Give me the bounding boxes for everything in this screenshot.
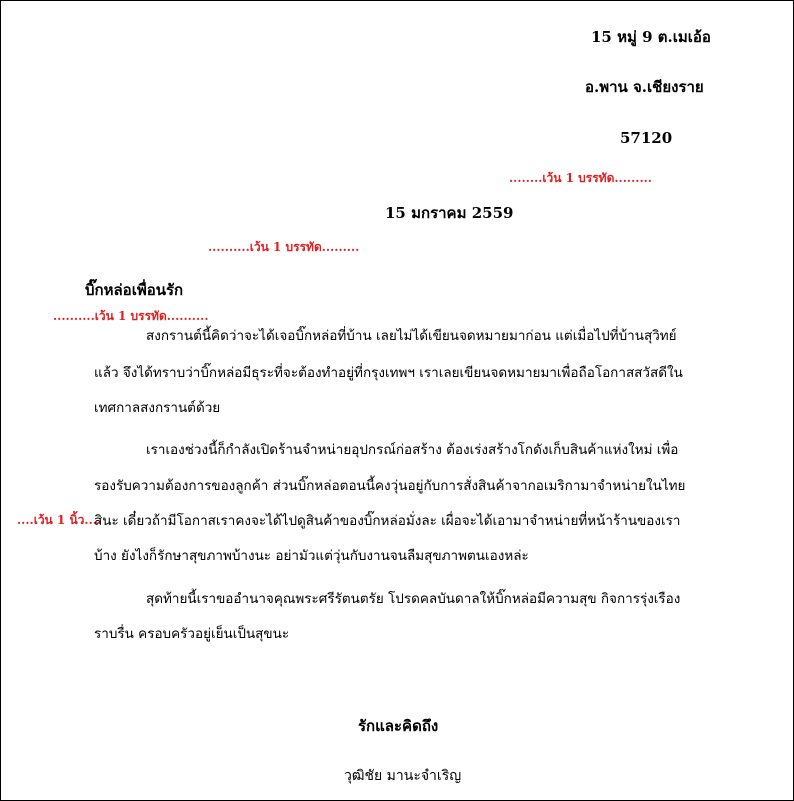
address-line-2: อ.พาน จ.เชียงราย	[585, 78, 704, 96]
paragraph-3-line-2: ราบรื่น ครอบครัวอยู่เย็นเป็นสุขนะ	[94, 626, 290, 642]
paragraph-3-line-1: สุดท้ายนี้เราขออำนาจคุณพระศรีรัตนตรัย โปรดคลบันดาลให้บิ๊กหล่อมีความสุข กิจการรุ่งเรือง	[146, 591, 681, 607]
paragraph-1-line-1: สงกรานต์นี้คิดว่าจะได้เจอบิ๊กหล่อที่บ้าน เลยไม่ได้เขียนจดหมายมาก่อน แต่เมื่อไปที่บ้านสุวิทย์	[146, 328, 677, 344]
address-line-1: 15 หมู่ 9 ต.เมเอ้อ	[591, 28, 711, 46]
paragraph-2-line-2: รองรับความต้องการของลูกค้า ส่วนบิ๊กหล่อตอนนี้คงวุ่นอยู่กับการสั่งสินค้าจากอเมริกามาจำหน่ายในไทย	[94, 478, 686, 494]
letter-date: 15 มกราคม 2559	[385, 204, 514, 222]
paragraph-1-line-3: เทศกาลสงกรานต์ด้วย	[94, 400, 221, 416]
paragraph-2-line-4: บ้าง ยังไงก็รักษาสุขภาพบ้างนะ อย่ามัวแต่วุ่นกับงานจนลืมสุขภาพตนเองหล่ะ	[94, 548, 529, 564]
paragraph-2-line-3: สินะ เดี๋ยวถ้ามีโอกาสเราคงจะได้ไปดูสินค้าของบิ๊กหล่อมั่งละ เผื่อจะได้เอามาจำหน่ายที่หน้าร้านของเรา	[94, 513, 681, 529]
letter-closing: รักและคิดถึง	[358, 717, 439, 735]
letter-greeting: บิ๊กหล่อเพื่อนรัก	[85, 281, 184, 299]
note-indent-one-inch: ....เว้น 1 นิ้ว....	[17, 513, 102, 527]
note-skip-line-after-date: ..........เว้น 1 บรรทัด.........	[208, 240, 360, 254]
address-postal-code: 57120	[620, 129, 673, 147]
note-skip-line-after-greeting: ..........เว้น 1 บรรทัด..........	[53, 309, 209, 323]
paragraph-1-line-2: แล้ว จึงได้ทราบว่าบิ๊กหล่อมีธุระที่จะต้องทำอยู่ที่กรุงเทพฯ เราเลยเขียนจดหมายมาเพื่อถือโอกาสสวัสดีใน	[94, 365, 683, 381]
letter-signature: วุฒิชัย มานะจำเริญ	[344, 768, 462, 784]
paragraph-2-line-1: เราเองช่วงนี้ก็กำลังเปิดร้านจำหน่ายอุปกรณ์ก่อสร้าง ต้องเร่งสร้างโกดังเก็บสินค้าแห่งใหม่ เพื่อ	[146, 442, 679, 458]
note-skip-line-after-address: ........เว้น 1 บรรทัด.........	[509, 171, 652, 185]
